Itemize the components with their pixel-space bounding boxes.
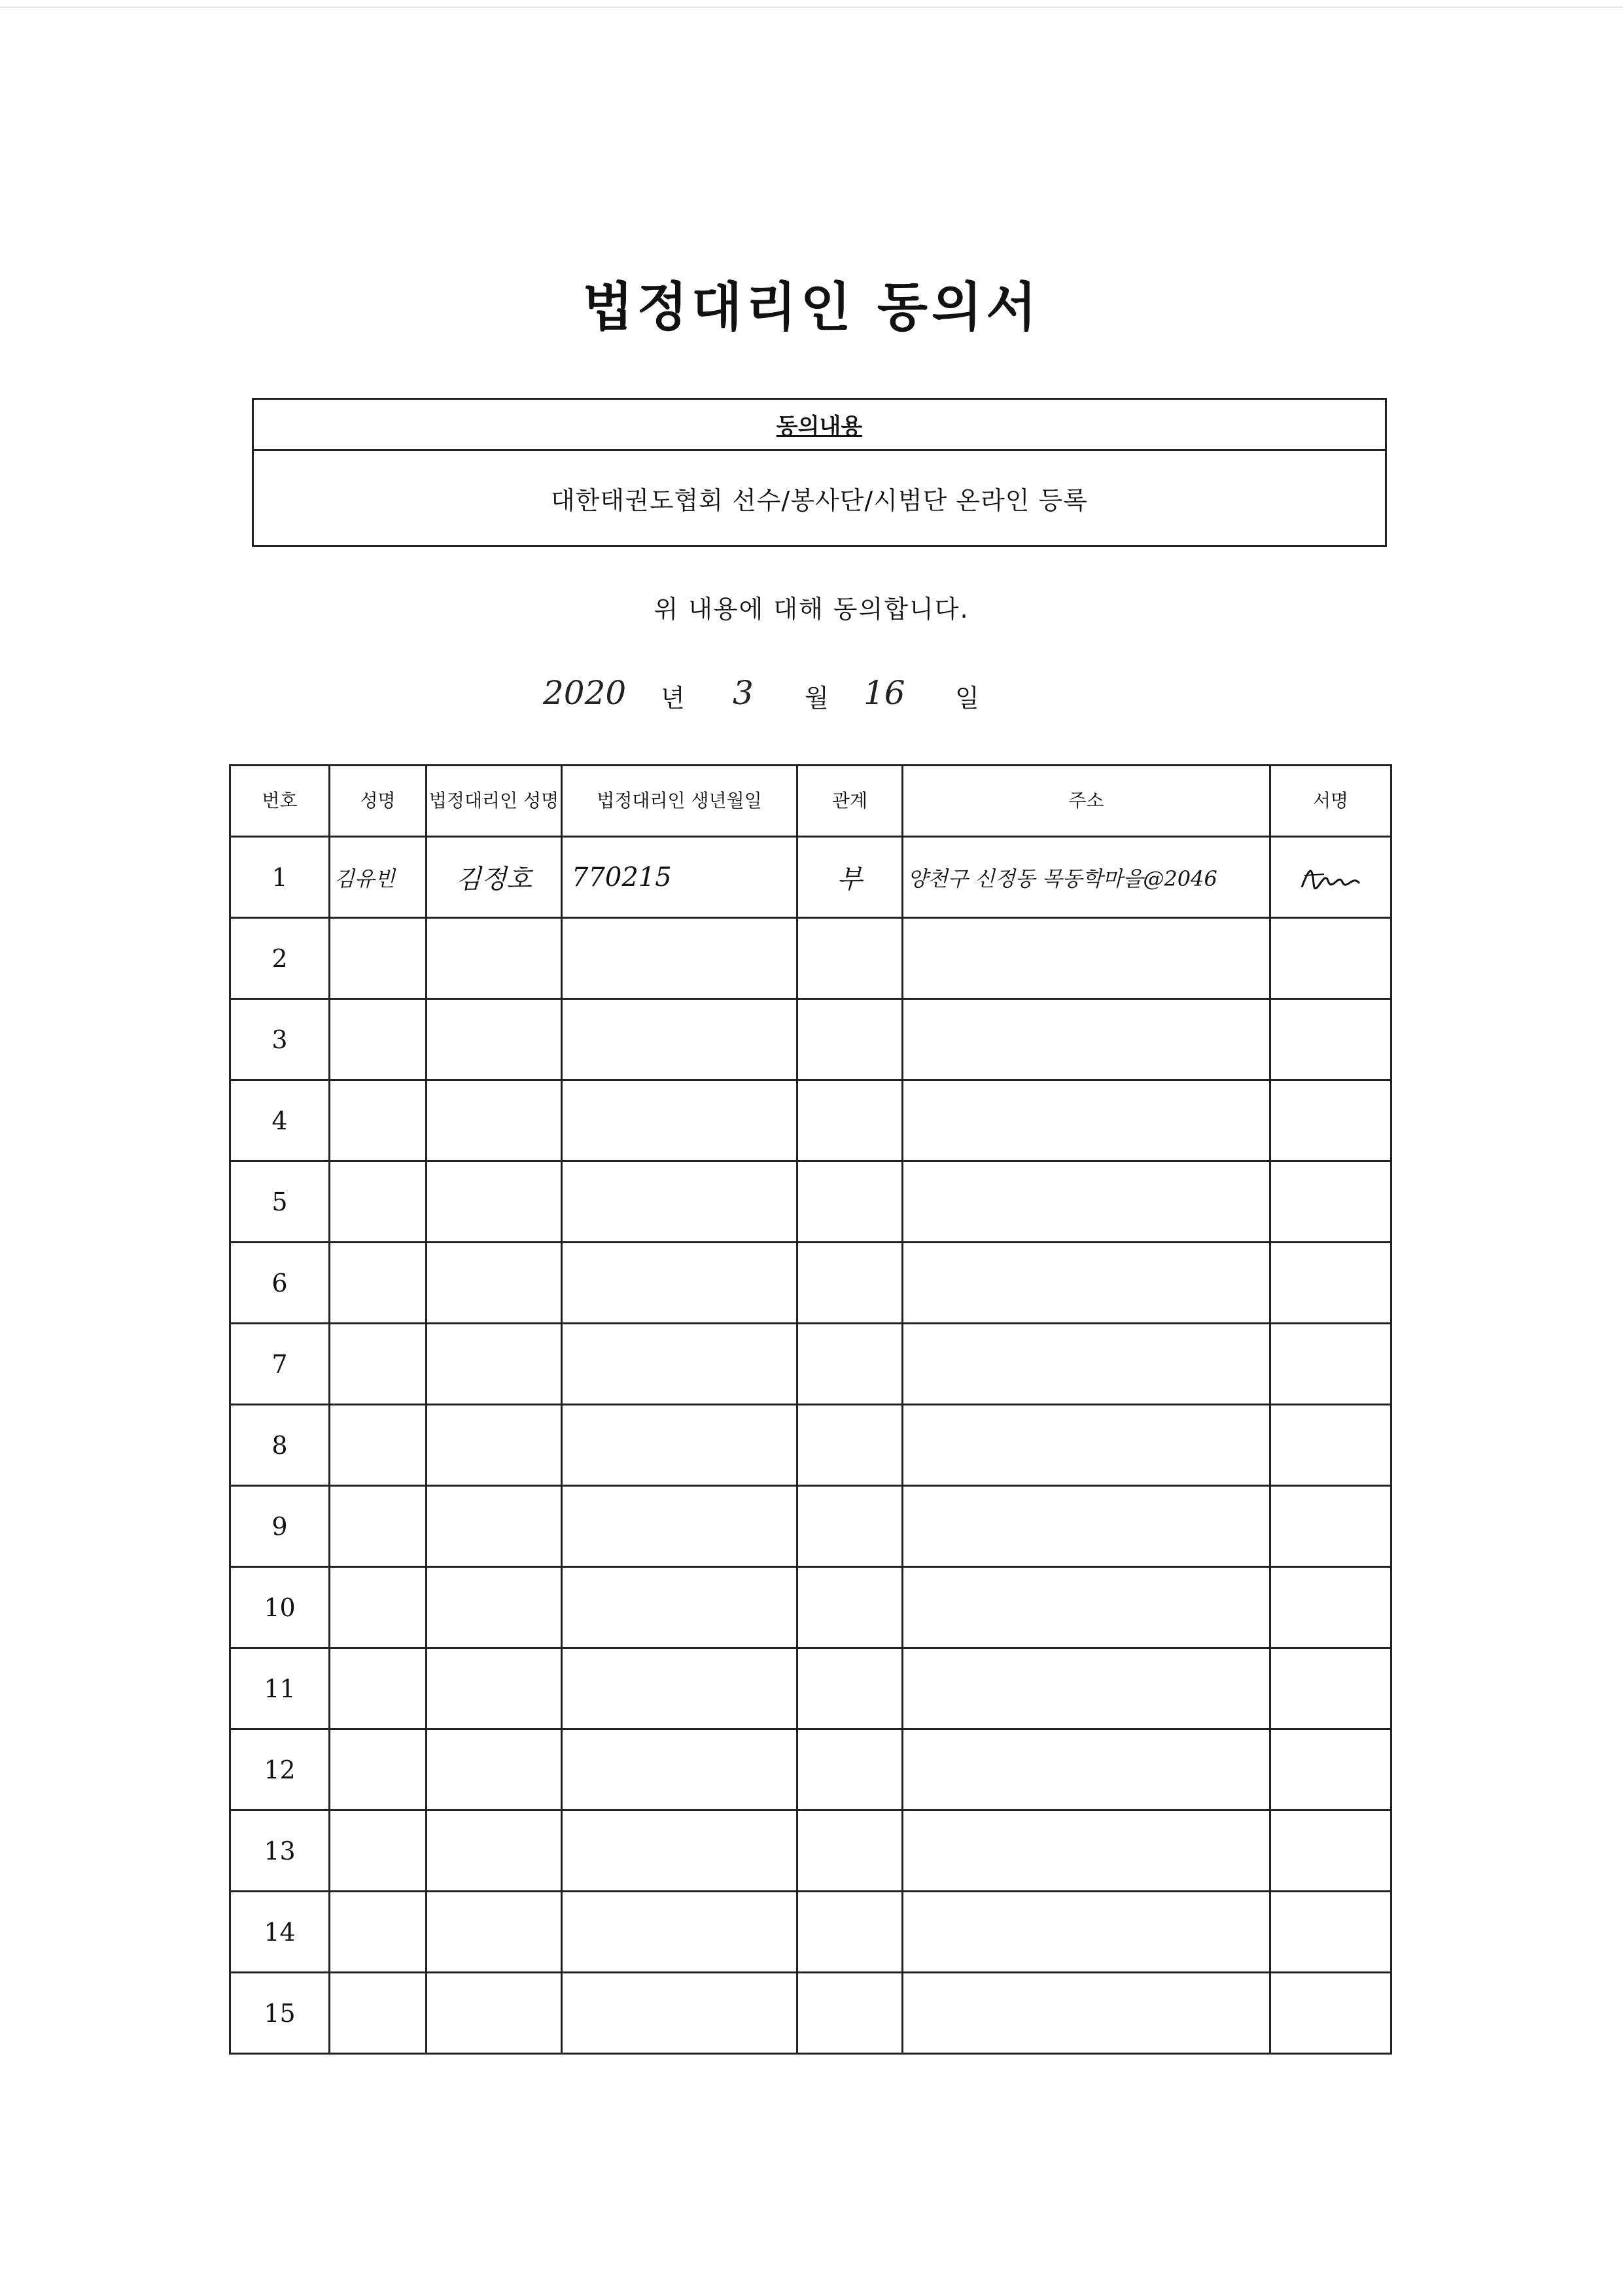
- row-relation: [797, 1973, 903, 2054]
- row-signature: [1270, 1161, 1391, 1243]
- table-row: [230, 1567, 1391, 1648]
- row-number: 11: [230, 1648, 330, 1729]
- date-month: 3: [733, 674, 754, 712]
- row-guardian-birth: [562, 1324, 797, 1405]
- row-number: 5: [230, 1161, 330, 1243]
- row-relation: 부: [797, 837, 903, 918]
- row-name: [330, 1324, 427, 1405]
- row-signature: [1270, 1973, 1391, 2054]
- row-guardian-name: [427, 1161, 562, 1243]
- row-guardian-birth: [562, 1648, 797, 1729]
- agree-sentence: 위 내용에 대해 동의합니다.: [654, 595, 969, 624]
- table-row: [230, 1648, 1391, 1729]
- row-guardian-name: [427, 1324, 562, 1405]
- row-relation: [797, 1405, 903, 1486]
- row-guardian-birth: 770215: [562, 837, 797, 918]
- row-relation: [797, 1080, 903, 1161]
- row-guardian-birth: [562, 1973, 797, 2054]
- row-number: 10: [230, 1567, 330, 1648]
- row-signature: [1270, 1243, 1391, 1324]
- header-guardian-name: 법정대리인 성명: [427, 766, 562, 837]
- row-name: [330, 1567, 427, 1648]
- row-relation: [797, 1810, 903, 1892]
- date-month-label: 월: [805, 684, 829, 713]
- signers-table: [229, 764, 1392, 2055]
- row-address: 양천구 신정동 목동학마을@2046: [903, 837, 1270, 918]
- row-guardian-name: [427, 1648, 562, 1729]
- date-day-label: 일: [955, 684, 979, 713]
- row-guardian-name: [427, 1973, 562, 2054]
- row-relation: [797, 1648, 903, 1729]
- row-relation: [797, 1243, 903, 1324]
- table-row: [230, 918, 1391, 999]
- row-guardian-birth: [562, 918, 797, 999]
- row-number: 9: [230, 1486, 330, 1567]
- row-signature: [1270, 1405, 1391, 1486]
- row-guardian-name: [427, 1810, 562, 1892]
- row-relation: [797, 1892, 903, 1973]
- row-signature: [1270, 1648, 1391, 1729]
- table-row: [230, 1810, 1391, 1892]
- row-guardian-name: [427, 999, 562, 1080]
- table-row: [230, 1892, 1391, 1973]
- consent-box: [252, 398, 1387, 547]
- row-name: [330, 999, 427, 1080]
- row-name: [330, 1243, 427, 1324]
- row-guardian-birth: [562, 1567, 797, 1648]
- header-name: 성명: [330, 766, 427, 837]
- row-guardian-birth: [562, 1405, 797, 1486]
- row-relation: [797, 1729, 903, 1810]
- row-number: 3: [230, 999, 330, 1080]
- row-number: 2: [230, 918, 330, 999]
- row-signature: [1270, 1486, 1391, 1567]
- row-guardian-name: [427, 918, 562, 999]
- row-name: [330, 918, 427, 999]
- header-guardian-birth: 법정대리인 생년월일: [562, 766, 797, 837]
- row-address: [903, 1080, 1270, 1161]
- row-guardian-name: [427, 1729, 562, 1810]
- row-name: 김유빈: [330, 837, 427, 918]
- row-signature: [1270, 1729, 1391, 1810]
- row-number: 14: [230, 1892, 330, 1973]
- row-guardian-birth: [562, 1729, 797, 1810]
- row-signature: [1270, 1567, 1391, 1648]
- row-number: 13: [230, 1810, 330, 1892]
- row-guardian-birth: [562, 1243, 797, 1324]
- row-signature: [1270, 1810, 1391, 1892]
- row-address: [903, 1729, 1270, 1810]
- row-name: [330, 1892, 427, 1973]
- row-relation: [797, 1486, 903, 1567]
- row-address: [903, 999, 1270, 1080]
- row-relation: [797, 1567, 903, 1648]
- row-relation: [797, 999, 903, 1080]
- row-number: 1: [230, 837, 330, 918]
- table-row: [230, 837, 1391, 918]
- row-address: [903, 1648, 1270, 1729]
- row-signature: [1270, 1324, 1391, 1405]
- date-day: 16: [864, 674, 905, 712]
- row-address: [903, 1161, 1270, 1243]
- row-address: [903, 1486, 1270, 1567]
- row-guardian-birth: [562, 1892, 797, 1973]
- row-number: 7: [230, 1324, 330, 1405]
- row-guardian-birth: [562, 1486, 797, 1567]
- table-row: [230, 1324, 1391, 1405]
- table-row: [230, 1486, 1391, 1567]
- header-signature: 서명: [1270, 766, 1391, 837]
- row-address: [903, 918, 1270, 999]
- handwritten-signature-icon: [1298, 861, 1363, 894]
- header-number: 번호: [230, 766, 330, 837]
- table-row: [230, 1243, 1391, 1324]
- row-signature: [1270, 1080, 1391, 1161]
- header-relation: 관계: [797, 766, 903, 837]
- row-guardian-name: [427, 1892, 562, 1973]
- row-address: [903, 1405, 1270, 1486]
- row-address: [903, 1243, 1270, 1324]
- header-address: 주소: [903, 766, 1270, 837]
- row-signature: [1270, 837, 1391, 918]
- row-number: 4: [230, 1080, 330, 1161]
- row-name: [330, 1486, 427, 1567]
- row-name: [330, 1405, 427, 1486]
- row-number: 15: [230, 1973, 330, 2054]
- date-year-label: 년: [661, 684, 685, 713]
- row-guardian-name: 김정호: [427, 837, 562, 918]
- table-row: [230, 999, 1391, 1080]
- row-guardian-birth: [562, 1810, 797, 1892]
- row-name: [330, 1161, 427, 1243]
- row-name: [330, 1729, 427, 1810]
- row-guardian-name: [427, 1243, 562, 1324]
- row-number: 6: [230, 1243, 330, 1324]
- date-line: [543, 674, 1079, 726]
- row-address: [903, 1324, 1270, 1405]
- row-relation: [797, 918, 903, 999]
- consent-header: 동의내용: [254, 400, 1385, 451]
- table-header-row: [230, 766, 1391, 837]
- date-year: 2020: [543, 674, 627, 712]
- row-guardian-name: [427, 1486, 562, 1567]
- consent-body: 대한태권도협회 선수/봉사단/시범단 온라인 등록: [550, 486, 1088, 515]
- row-signature: [1270, 999, 1391, 1080]
- row-address: [903, 1567, 1270, 1648]
- table-row: [230, 1080, 1391, 1161]
- row-guardian-name: [427, 1080, 562, 1161]
- row-number: 8: [230, 1405, 330, 1486]
- row-name: [330, 1973, 427, 2054]
- row-name: [330, 1648, 427, 1729]
- row-number: 12: [230, 1729, 330, 1810]
- table-row: [230, 1405, 1391, 1486]
- page-edge: [0, 7, 1623, 8]
- table-row: [230, 1973, 1391, 2054]
- row-guardian-name: [427, 1405, 562, 1486]
- row-guardian-name: [427, 1567, 562, 1648]
- row-name: [330, 1080, 427, 1161]
- page-title: 법정대리인 동의서: [582, 277, 1041, 338]
- row-guardian-birth: [562, 999, 797, 1080]
- row-address: [903, 1892, 1270, 1973]
- row-relation: [797, 1161, 903, 1243]
- row-signature: [1270, 1892, 1391, 1973]
- row-guardian-birth: [562, 1080, 797, 1161]
- row-name: [330, 1810, 427, 1892]
- row-relation: [797, 1324, 903, 1405]
- table-row: [230, 1161, 1391, 1243]
- row-signature: [1270, 918, 1391, 999]
- table-row: [230, 1729, 1391, 1810]
- row-guardian-birth: [562, 1161, 797, 1243]
- row-address: [903, 1973, 1270, 2054]
- row-address: [903, 1810, 1270, 1892]
